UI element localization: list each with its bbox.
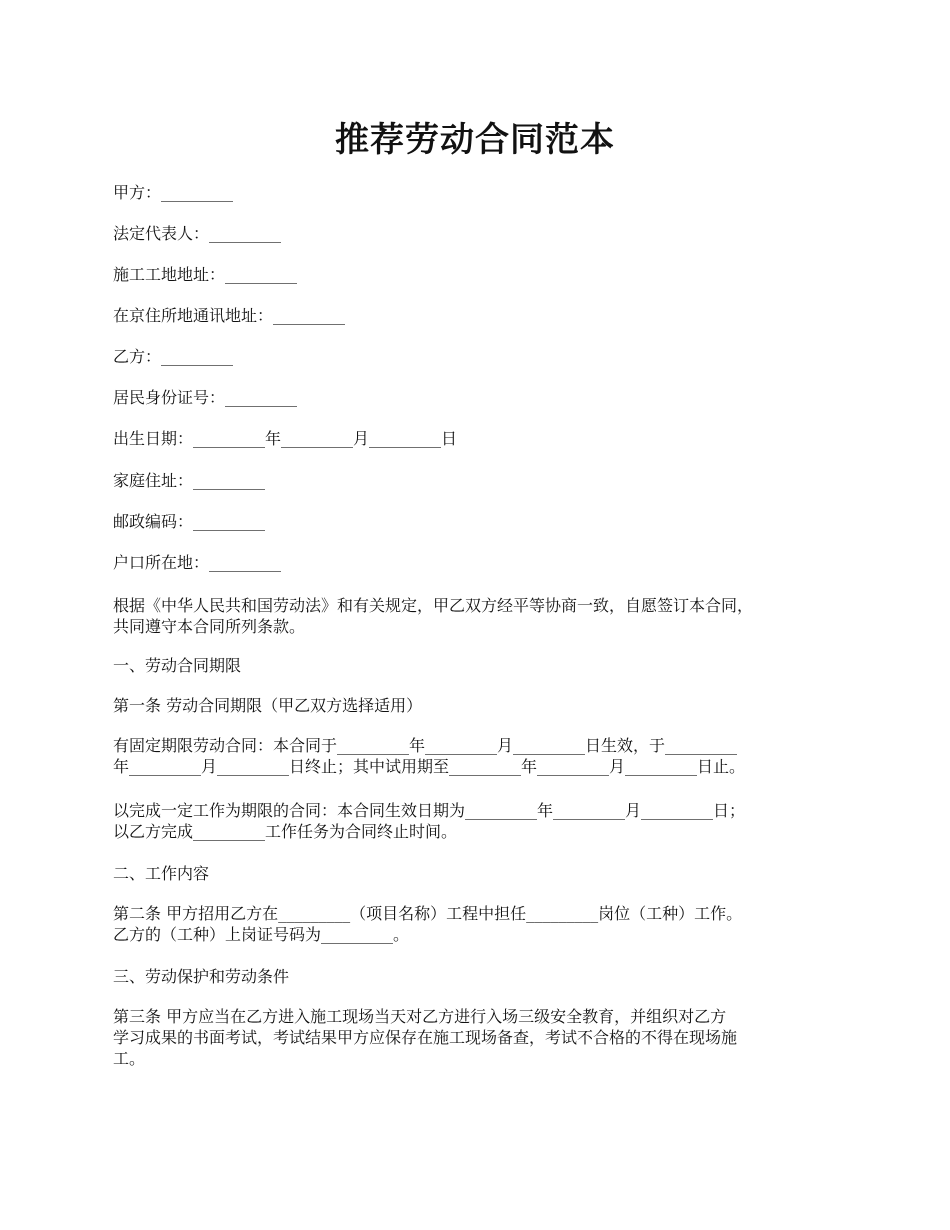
article-2-paragraph: [113, 903, 853, 945]
text-line: 以完成一定工作为期限的合同：本合同生效日期为_________年_________月_________日；: [113, 801, 746, 820]
field-birth-date: 出生日期：_________年_________月_________日: [113, 429, 458, 448]
field-beijing-address: 在京住所地通讯地址：_________: [113, 306, 346, 325]
field-legal-representative: 法定代表人：_________: [113, 224, 282, 243]
section-heading-3: 三、劳动保护和劳动条件: [113, 967, 290, 986]
section-heading-1: 一、劳动合同期限: [113, 656, 242, 675]
section-heading-2: 二、工作内容: [113, 864, 210, 883]
text-line: 乙方的（工种）上岗证号码为_________。: [113, 925, 410, 944]
fixed-term-paragraph: [113, 735, 853, 777]
text-line: 共同遵守本合同所列条款。: [113, 617, 306, 636]
intro-paragraph: [113, 595, 853, 637]
field-home-address: 家庭住址：_________: [113, 471, 266, 490]
text-line: 以乙方完成_________工作任务为合同终止时间。: [113, 822, 458, 841]
text-line: 根据《中华人民共和国劳动法》和有关规定，甲乙双方经平等协商一致，自愿签订本合同，: [113, 596, 754, 615]
text-line: 第二条 甲方招用乙方在_________（项目名称）工程中担任_________岗位（工种）工作。: [113, 904, 743, 923]
document-title: 推荐劳动合同范本: [335, 120, 615, 160]
field-household-registration: 户口所在地：_________: [113, 553, 282, 572]
text-line: 学习成果的书面考试，考试结果甲方应保存在施工现场备查，考试不合格的不得在现场施: [113, 1028, 738, 1047]
task-term-paragraph: [113, 800, 853, 842]
field-party-a: 甲方：_________: [113, 183, 234, 202]
article-1-heading: 第一条 劳动合同期限（甲乙双方选择适用）: [113, 696, 423, 715]
field-id-number: 居民身份证号：_________: [113, 388, 298, 407]
field-party-b: 乙方：_________: [113, 347, 234, 366]
text-line: 工。: [113, 1049, 146, 1068]
article-3-paragraph: [113, 1006, 853, 1069]
text-line: 第三条 甲方应当在乙方进入施工现场当天对乙方进行入场三级安全教育，并组织对乙方: [113, 1007, 727, 1026]
field-site-address: 施工工地地址：_________: [113, 265, 298, 284]
field-postal-code: 邮政编码：_________: [113, 512, 266, 531]
text-line: 有固定期限劳动合同：本合同于_________年_________月_________日生效，于_________: [113, 736, 738, 755]
text-line: 年_________月_________日终止；其中试用期至_________年_________月_________日止。: [113, 757, 746, 776]
